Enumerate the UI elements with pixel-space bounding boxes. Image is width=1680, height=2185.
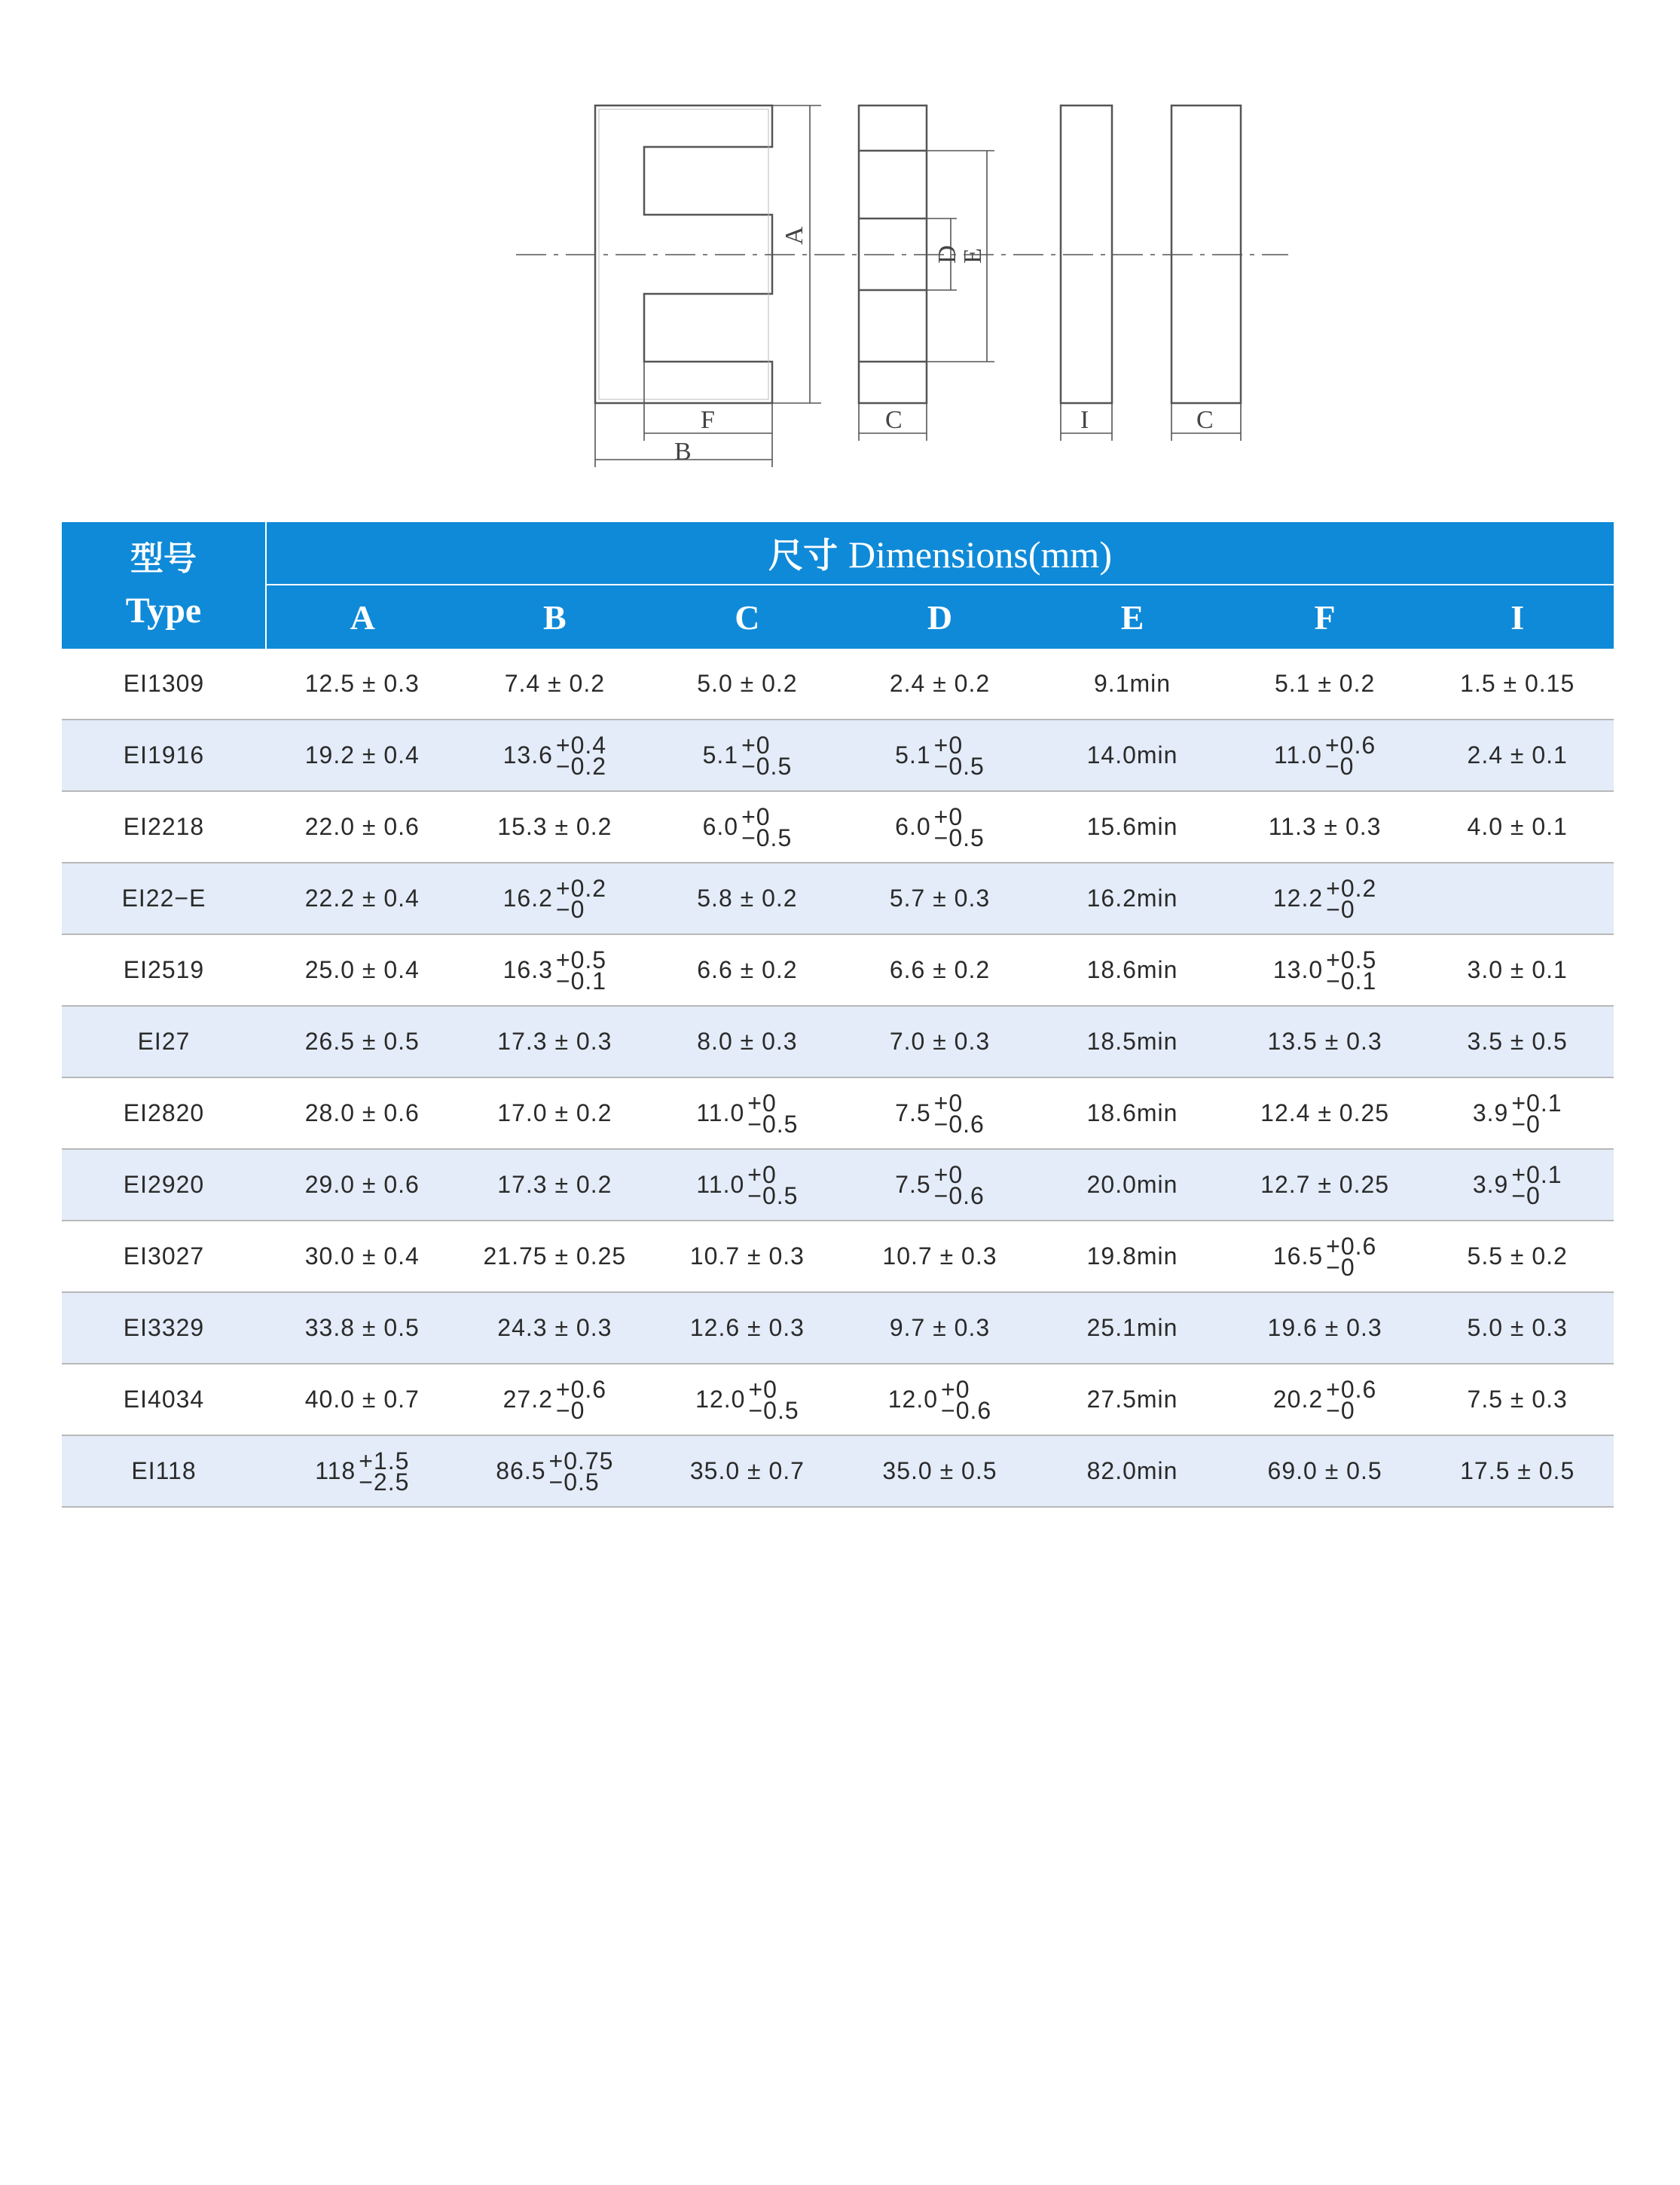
dimension-cell: 1.5 ± 0.15: [1421, 649, 1614, 720]
dimension-cell: [1421, 863, 1614, 934]
lower-tolerance: −0.5: [933, 752, 985, 780]
upper-tolerance: +0.6: [1324, 731, 1376, 759]
tolerance-value: [895, 731, 985, 780]
dimension-cell: 17.5 ± 0.5: [1421, 1435, 1614, 1507]
tolerance-stack: [933, 731, 985, 780]
lower-tolerance: −0.6: [933, 1181, 985, 1209]
dimension-cell: 3.0 ± 0.1: [1421, 934, 1614, 1006]
dimension-cell: [1229, 934, 1422, 1006]
dimension-cell: 2.4 ± 0.1: [1421, 720, 1614, 791]
nominal-value: 11.0: [696, 1171, 745, 1198]
upper-tolerance: +0: [747, 1089, 777, 1117]
dimension-cell: 10.7 ± 0.3: [651, 1221, 844, 1292]
dimension-cell: [651, 1149, 844, 1221]
lower-tolerance: −0: [1326, 1253, 1355, 1281]
dimension-cell: 5.8 ± 0.2: [651, 863, 844, 934]
upper-tolerance: +0.6: [555, 1375, 607, 1403]
tolerance-value: [1274, 731, 1376, 780]
column-header-e: E: [1036, 585, 1229, 649]
dimension-cell: [266, 1435, 459, 1507]
upper-tolerance: +0: [747, 1160, 777, 1188]
dimension-cell: 8.0 ± 0.3: [651, 1006, 844, 1077]
lower-tolerance: −0.1: [555, 967, 607, 995]
table-row: [62, 1006, 1614, 1077]
dimension-cell: 28.0 ± 0.6: [266, 1077, 459, 1149]
lower-tolerance: −0.5: [747, 1181, 799, 1209]
upper-tolerance: +0: [941, 1375, 970, 1403]
dimension-cell: [844, 1149, 1037, 1221]
lower-tolerance: −0: [1326, 1396, 1355, 1424]
dimension-cell: [459, 934, 652, 1006]
lower-tolerance: −0.6: [933, 1110, 985, 1138]
dimension-cell: 12.5 ± 0.3: [266, 649, 459, 720]
dimension-cell: 15.6min: [1036, 791, 1229, 863]
lower-tolerance: −0: [1324, 752, 1355, 780]
dimension-cell: [1421, 1077, 1614, 1149]
type-cell: EI27: [62, 1006, 266, 1077]
upper-tolerance: +0.4: [555, 731, 607, 759]
dimension-cell: 7.4 ± 0.2: [459, 649, 652, 720]
tolerance-stack: [748, 1375, 799, 1424]
lower-tolerance: −0: [555, 895, 585, 923]
dimension-cell: 10.7 ± 0.3: [844, 1221, 1037, 1292]
nominal-value: 12.2: [1272, 885, 1324, 912]
table-row: [62, 1435, 1614, 1507]
dimension-cell: [1421, 1149, 1614, 1221]
tolerance-value: [496, 1447, 614, 1496]
label-a: A: [780, 226, 808, 245]
table-row: [62, 1292, 1614, 1364]
upper-tolerance: +0: [741, 802, 771, 830]
tolerance-value: [1272, 946, 1377, 995]
dimension-cell: 4.0 ± 0.1: [1421, 791, 1614, 863]
dimension-cell: [459, 720, 652, 791]
dimension-cell: 40.0 ± 0.7: [266, 1364, 459, 1435]
dimension-cell: [651, 1364, 844, 1435]
dimension-cell: 9.1min: [1036, 649, 1229, 720]
lower-tolerance: −0.5: [741, 824, 793, 851]
tolerance-stack: [933, 1160, 985, 1209]
type-cell: EI2519: [62, 934, 266, 1006]
upper-tolerance: +0.5: [1326, 946, 1377, 973]
tolerance-value: [702, 802, 793, 851]
table-body: [62, 649, 1614, 1507]
dimension-cell: 18.6min: [1036, 934, 1229, 1006]
lower-tolerance: −0.5: [748, 1396, 799, 1424]
nominal-value: 12.0: [887, 1386, 939, 1413]
dimension-cell: 18.6min: [1036, 1077, 1229, 1149]
dimension-cell: [459, 863, 652, 934]
dimension-cell: [1229, 1221, 1422, 1292]
type-cell: EI2920: [62, 1149, 266, 1221]
upper-tolerance: +0.1: [1511, 1160, 1562, 1188]
upper-tolerance: +0.5: [555, 946, 607, 973]
tolerance-value: [1472, 1089, 1562, 1138]
table-header-row-2: [62, 585, 1614, 649]
nominal-value: 13.6: [502, 741, 553, 769]
dimension-cell: [459, 1435, 652, 1507]
tolerance-value: [695, 1375, 799, 1424]
tolerance-stack: [933, 802, 985, 851]
lower-tolerance: −0: [1511, 1181, 1541, 1209]
dimension-cell: 17.3 ± 0.3: [459, 1006, 652, 1077]
dimension-cell: [651, 720, 844, 791]
nominal-value: 86.5: [496, 1457, 546, 1484]
table-row: [62, 1077, 1614, 1149]
dimension-cell: [1229, 1364, 1422, 1435]
type-cell: EI22−E: [62, 863, 266, 934]
tolerance-value: [1272, 1232, 1377, 1281]
tolerance-stack: [747, 1160, 799, 1209]
lower-tolerance: −0: [1511, 1110, 1541, 1138]
tolerance-stack: [1326, 874, 1377, 923]
tolerance-stack: [555, 946, 607, 995]
ei-core-drawing: [505, 90, 1303, 482]
table-row: [62, 720, 1614, 791]
label-e: E: [959, 248, 987, 264]
column-header-b: B: [459, 585, 652, 649]
dimensions-header: [266, 522, 1614, 585]
dimension-cell: 6.6 ± 0.2: [844, 934, 1037, 1006]
nominal-value: 13.0: [1272, 956, 1324, 983]
lower-tolerance: −2.5: [359, 1468, 410, 1496]
type-cell: EI2820: [62, 1077, 266, 1149]
upper-tolerance: +0.75: [548, 1447, 614, 1474]
tolerance-value: [502, 731, 607, 780]
dimension-cell: 6.6 ± 0.2: [651, 934, 844, 1006]
nominal-value: 6.0: [702, 813, 739, 840]
table-row: [62, 1149, 1614, 1221]
column-header-d: D: [844, 585, 1037, 649]
tolerance-stack: [1324, 731, 1376, 780]
table-row: [62, 934, 1614, 1006]
dimension-cell: 7.0 ± 0.3: [844, 1006, 1037, 1077]
nominal-value: 27.2: [502, 1386, 553, 1413]
tolerance-value: [895, 1089, 985, 1138]
nominal-value: 5.1: [895, 741, 931, 769]
type-header-en: Type: [125, 591, 202, 631]
dimension-cell: 26.5 ± 0.5: [266, 1006, 459, 1077]
tolerance-value: [502, 946, 607, 995]
type-cell: EI3027: [62, 1221, 266, 1292]
dimension-cell: 5.7 ± 0.3: [844, 863, 1037, 934]
tolerance-stack: [741, 731, 793, 780]
type-cell: EI3329: [62, 1292, 266, 1364]
dimension-cell: 3.5 ± 0.5: [1421, 1006, 1614, 1077]
tolerance-value: [895, 1160, 985, 1209]
dimension-cell: 14.0min: [1036, 720, 1229, 791]
dimension-cell: [844, 791, 1037, 863]
nominal-value: 11.0: [696, 1099, 745, 1126]
label-b: B: [674, 438, 692, 466]
nominal-value: 7.5: [895, 1171, 931, 1198]
dimension-cell: 12.7 ± 0.25: [1229, 1149, 1422, 1221]
tolerance-stack: [1326, 1232, 1377, 1281]
dimension-cell: 19.6 ± 0.3: [1229, 1292, 1422, 1364]
nominal-value: 7.5: [895, 1099, 931, 1126]
nominal-value: 3.9: [1472, 1099, 1509, 1126]
dimension-cell: 12.4 ± 0.25: [1229, 1077, 1422, 1149]
upper-tolerance: +1.5: [359, 1447, 410, 1474]
dimension-cell: 30.0 ± 0.4: [266, 1221, 459, 1292]
upper-tolerance: +0: [933, 802, 964, 830]
dimension-cell: 16.2min: [1036, 863, 1229, 934]
upper-tolerance: +0: [748, 1375, 777, 1403]
dimension-cell: 17.3 ± 0.2: [459, 1149, 652, 1221]
tolerance-stack: [555, 731, 607, 780]
nominal-value: 16.2: [502, 885, 553, 912]
lower-tolerance: −0.1: [1326, 967, 1377, 995]
tolerance-stack: [1326, 946, 1377, 995]
lower-tolerance: −0.5: [548, 1468, 600, 1496]
lower-tolerance: −0.2: [555, 752, 607, 780]
dimension-cell: 35.0 ± 0.7: [651, 1435, 844, 1507]
column-header-i: I: [1421, 585, 1614, 649]
dimension-cell: 21.75 ± 0.25: [459, 1221, 652, 1292]
tolerance-stack: [941, 1375, 992, 1424]
dimension-cell: 13.5 ± 0.3: [1229, 1006, 1422, 1077]
lower-tolerance: −0: [1326, 895, 1355, 923]
dimension-cell: 15.3 ± 0.2: [459, 791, 652, 863]
tolerance-stack: [555, 1375, 607, 1424]
type-cell: EI4034: [62, 1364, 266, 1435]
nominal-value: 11.0: [1274, 741, 1322, 769]
upper-tolerance: +0: [933, 731, 964, 759]
dimensions-table: [62, 522, 1614, 1508]
dimension-cell: [1229, 863, 1422, 934]
dimension-cell: 18.5min: [1036, 1006, 1229, 1077]
dimension-cell: 19.8min: [1036, 1221, 1229, 1292]
tolerance-value: [315, 1447, 410, 1496]
dimension-cell: [651, 791, 844, 863]
tolerance-value: [696, 1160, 799, 1209]
tolerance-value: [1472, 1160, 1562, 1209]
tolerance-stack: [359, 1447, 410, 1496]
tolerance-stack: [747, 1089, 799, 1138]
label-c-side: C: [885, 406, 903, 434]
lower-tolerance: −0.5: [741, 752, 793, 780]
dimension-cell: 9.7 ± 0.3: [844, 1292, 1037, 1364]
dimension-cell: [844, 1364, 1037, 1435]
dimension-cell: 25.1min: [1036, 1292, 1229, 1364]
column-header-c: C: [651, 585, 844, 649]
tolerance-stack: [555, 874, 607, 923]
dimension-cell: 35.0 ± 0.5: [844, 1435, 1037, 1507]
lower-tolerance: −0: [555, 1396, 585, 1424]
dimension-cell: 11.3 ± 0.3: [1229, 791, 1422, 863]
dimension-cell: 12.6 ± 0.3: [651, 1292, 844, 1364]
upper-tolerance: +0.1: [1511, 1089, 1562, 1117]
column-header-a: A: [266, 585, 459, 649]
dimension-cell: 82.0min: [1036, 1435, 1229, 1507]
dimension-cell: 5.0 ± 0.2: [651, 649, 844, 720]
nominal-value: 6.0: [895, 813, 931, 840]
dimension-cell: [844, 720, 1037, 791]
dimension-cell: 22.2 ± 0.4: [266, 863, 459, 934]
dimension-cell: 5.5 ± 0.2: [1421, 1221, 1614, 1292]
lower-tolerance: −0.5: [747, 1110, 799, 1138]
tolerance-stack: [548, 1447, 614, 1496]
dimensions-header-en: Dimensions(mm): [848, 533, 1112, 576]
upper-tolerance: +0.6: [1326, 1232, 1377, 1260]
column-header-f: F: [1229, 585, 1422, 649]
upper-tolerance: +0: [741, 731, 771, 759]
tolerance-value: [1272, 874, 1377, 923]
dimension-cell: 24.3 ± 0.3: [459, 1292, 652, 1364]
nominal-value: 3.9: [1472, 1171, 1509, 1198]
tolerance-value: [887, 1375, 992, 1424]
dimension-cell: [651, 1077, 844, 1149]
dimension-cell: 5.1 ± 0.2: [1229, 649, 1422, 720]
label-d: D: [933, 245, 961, 264]
upper-tolerance: +0: [933, 1089, 964, 1117]
upper-tolerance: +0: [933, 1160, 964, 1188]
tolerance-value: [502, 874, 607, 923]
type-cell: EI1309: [62, 649, 266, 720]
label-i: I: [1080, 406, 1089, 434]
nominal-value: 12.0: [695, 1386, 746, 1413]
nominal-value: 20.2: [1272, 1386, 1324, 1413]
lower-tolerance: −0.6: [941, 1396, 992, 1424]
upper-tolerance: +0.2: [555, 874, 607, 902]
tolerance-stack: [1511, 1160, 1562, 1209]
upper-tolerance: +0.6: [1326, 1375, 1377, 1403]
nominal-value: 16.3: [502, 956, 553, 983]
dimensions-header-zh: 尺寸: [768, 535, 838, 576]
table-row: [62, 791, 1614, 863]
nominal-value: 5.1: [702, 741, 739, 769]
dimension-cell: 69.0 ± 0.5: [1229, 1435, 1422, 1507]
tolerance-stack: [933, 1089, 985, 1138]
dimension-cell: 5.0 ± 0.3: [1421, 1292, 1614, 1364]
dimension-cell: 20.0min: [1036, 1149, 1229, 1221]
lower-tolerance: −0.5: [933, 824, 985, 851]
label-f: F: [701, 406, 715, 434]
table-row: [62, 863, 1614, 934]
label-c-i: C: [1196, 406, 1214, 434]
tolerance-stack: [1511, 1089, 1562, 1138]
tolerance-value: [702, 731, 793, 780]
dimension-cell: [844, 1077, 1037, 1149]
dimension-cell: 33.8 ± 0.5: [266, 1292, 459, 1364]
type-header-zh: 型号: [130, 539, 197, 578]
dimension-cell: 19.2 ± 0.4: [266, 720, 459, 791]
type-cell: EI1916: [62, 720, 266, 791]
dimension-cell: [1229, 720, 1422, 791]
dimension-cell: 29.0 ± 0.6: [266, 1149, 459, 1221]
tolerance-stack: [741, 802, 793, 851]
nominal-value: 16.5: [1272, 1242, 1324, 1270]
type-cell: EI2218: [62, 791, 266, 863]
upper-tolerance: +0.2: [1326, 874, 1377, 902]
table-row: [62, 1221, 1614, 1292]
dimension-cell: 22.0 ± 0.6: [266, 791, 459, 863]
table-row: [62, 649, 1614, 720]
table-row: [62, 1364, 1614, 1435]
type-cell: EI118: [62, 1435, 266, 1507]
tolerance-value: [502, 1375, 607, 1424]
type-column-header: [62, 522, 266, 649]
tolerance-value: [1272, 1375, 1377, 1424]
dimension-cell: 7.5 ± 0.3: [1421, 1364, 1614, 1435]
dimension-cell: 17.0 ± 0.2: [459, 1077, 652, 1149]
tolerance-stack: [1326, 1375, 1377, 1424]
dimension-cell: [459, 1364, 652, 1435]
tolerance-value: [895, 802, 985, 851]
dimension-cell: 25.0 ± 0.4: [266, 934, 459, 1006]
tolerance-value: [696, 1089, 799, 1138]
dimension-cell: 2.4 ± 0.2: [844, 649, 1037, 720]
table-header-row-1: [62, 522, 1614, 585]
nominal-value: 118: [315, 1457, 356, 1484]
dimension-cell: 27.5min: [1036, 1364, 1229, 1435]
